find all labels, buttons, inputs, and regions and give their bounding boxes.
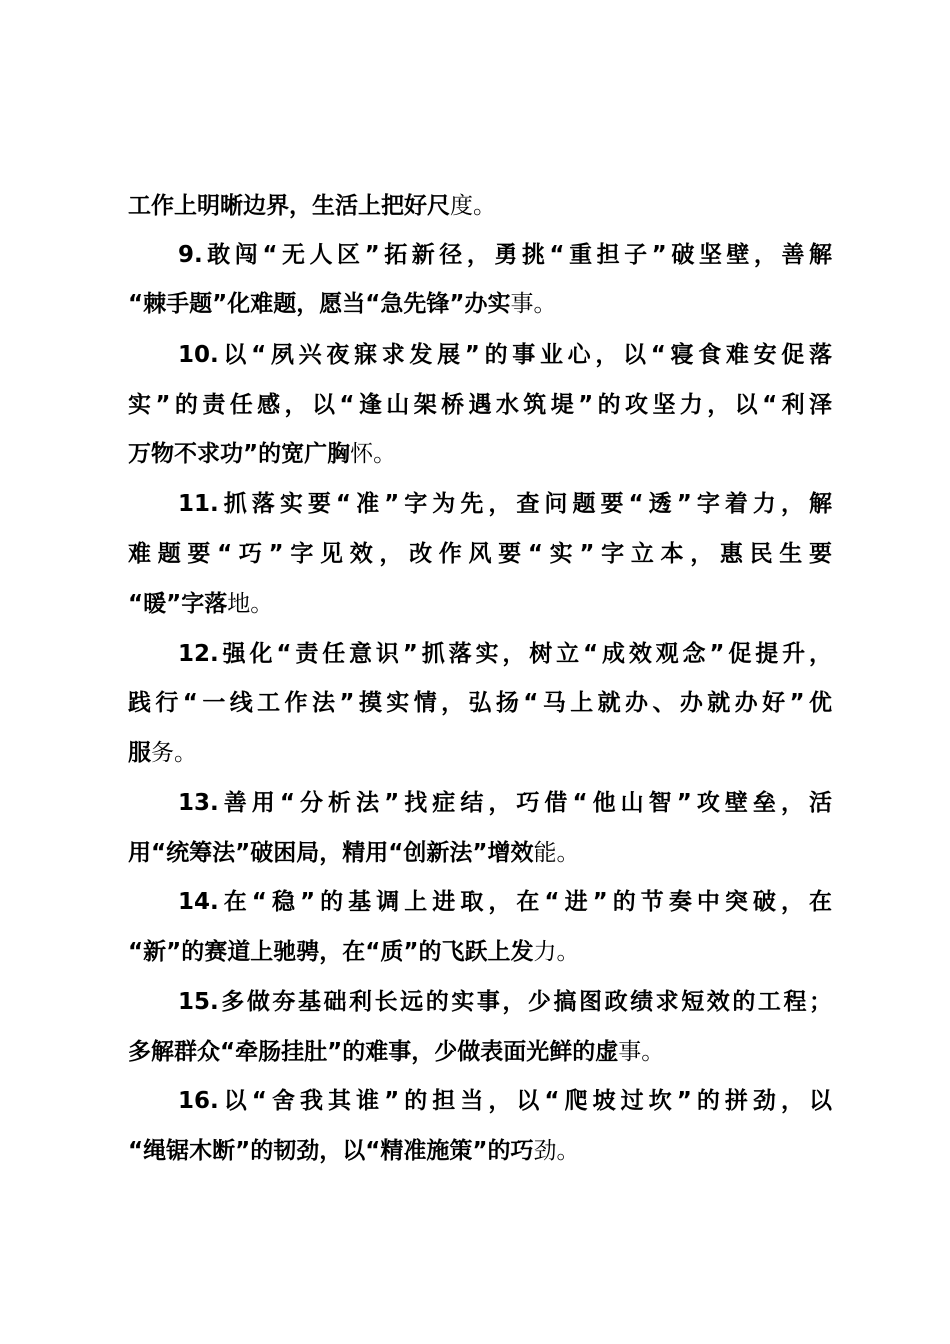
text-line-8 [128, 534, 832, 574]
line-normal-text: 地。 [227, 591, 274, 617]
text-line-10 [178, 634, 832, 674]
line-bold-text: 工作上明晰边界，生活上把好尺 [128, 193, 450, 219]
line-bold-text: “新”的赛道上驰骋，在“质”的飞跃上发 [128, 939, 534, 965]
line-bold-text: 10.以“夙兴夜寐求发展”的事业心，以“寝食难安促落 [178, 342, 832, 368]
text-line-20 [128, 1131, 832, 1171]
line-normal-text: 怀。 [350, 441, 397, 467]
line-normal-text: 能。 [533, 840, 580, 866]
text-line-6 [128, 434, 832, 474]
line-normal-text: 事。 [618, 1039, 665, 1065]
line-bold-text: 11.抓落实要“准”字为先，查问题要“透”字着力，解 [178, 491, 832, 517]
line-bold-text: 难题要“巧”字见效，改作风要“实”字立本，惠民生要 [128, 541, 832, 567]
text-line-7 [178, 484, 832, 524]
line-normal-text: 事。 [510, 291, 557, 317]
line-bold-text: “绳锯木断”的韧劲，以“精准施策”的巧 [128, 1138, 534, 1164]
line-bold-text: 用“统筹法”破困局，精用“创新法”增效 [128, 840, 534, 866]
line-normal-text: 度。 [450, 193, 496, 219]
text-line-12 [128, 733, 832, 773]
line-bold-text: 践行“一线工作法”摸实情，弘扬“马上就办、办就办好”优 [128, 690, 832, 716]
text-line-17 [178, 982, 832, 1022]
text-line-18 [128, 1032, 832, 1072]
line-normal-text: 务。 [151, 740, 197, 766]
text-line-11 [128, 683, 832, 723]
line-bold-text: 14.在“稳”的基调上进取，在“进”的节奏中突破，在 [178, 889, 832, 915]
line-bold-text: 万物不求功”的宽广胸 [128, 441, 351, 467]
text-line-5 [128, 385, 832, 425]
text-line-4 [178, 335, 832, 375]
line-bold-text: 15.多做夯基础利长远的实事，少搞图政绩求短效的工程； [178, 989, 832, 1015]
line-normal-text: 劲。 [533, 1138, 580, 1164]
line-bold-text: 12.强化“责任意识”抓落实，树立“成效观念”促提升， [178, 641, 832, 667]
line-bold-text: 服 [128, 740, 151, 766]
text-line-2 [178, 235, 832, 275]
text-line-14 [128, 833, 832, 873]
text-line-19 [178, 1081, 832, 1121]
text-line-1 [128, 186, 832, 226]
line-bold-text: “暖”字落 [128, 591, 228, 617]
line-bold-text: 实”的责任感，以“逢山架桥遇水筑堤”的攻坚力，以“利泽 [128, 392, 832, 418]
line-bold-text: 多解群众“牵肠挂肚”的难事，少做表面光鲜的虚 [128, 1039, 619, 1065]
text-line-3 [128, 284, 832, 324]
line-bold-text: 16.以“舍我其谁”的担当，以“爬坡过坎”的拼劲，以 [178, 1088, 832, 1114]
line-normal-text: 力。 [533, 939, 580, 965]
text-line-16 [128, 932, 832, 972]
text-line-15 [178, 882, 832, 922]
line-bold-text: “棘手题”化难题，愿当“急先锋”办实 [128, 291, 511, 317]
text-line-9 [128, 584, 832, 624]
line-bold-text: 9.敢闯“无人区”拓新径，勇挑“重担子”破坚壁，善解 [178, 242, 832, 268]
line-bold-text: 13.善用“分析法”找症结，巧借“他山智”攻壁垒，活 [178, 790, 832, 816]
text-line-13 [178, 783, 832, 823]
